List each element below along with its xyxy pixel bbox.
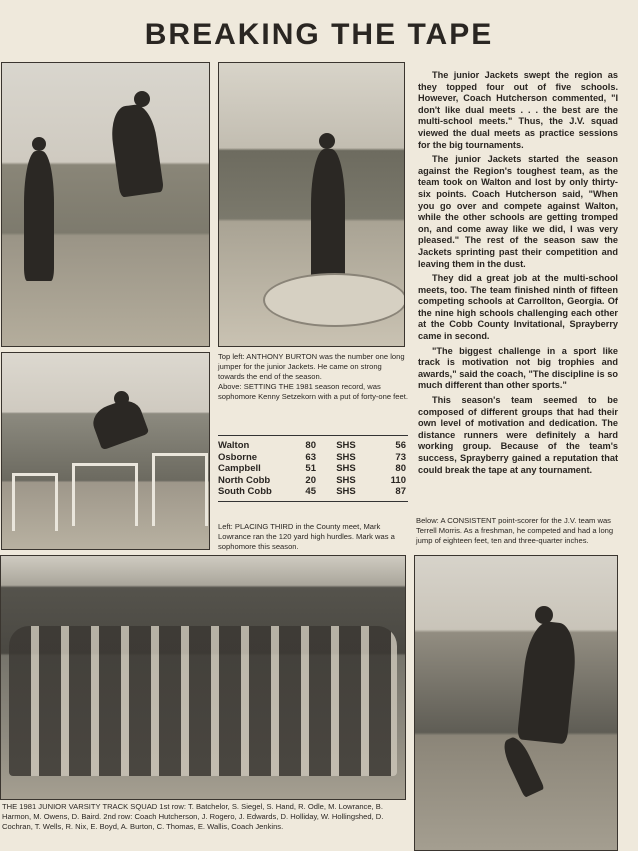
long-jumper-photo [1, 62, 210, 347]
article-body [418, 70, 618, 479]
score-row: Campbell 51 SHS 80 [218, 463, 406, 474]
article-paragraph: This season's team seemed to be composed of different groups that had their own level of motivation and dedication. The distance runners were definitely a hard working group. Because of the team's success, Sprayberry gained a reputation that could break the tape at any tournament. [418, 395, 618, 475]
score-row: Walton 80 SHS 56 [218, 440, 406, 451]
article-paragraph: They did a great job at the multi-school meets, too. The team finished ninth of fifteen competing schools at Carrollton, Georgia. Of the nine high schools challenging each other at the Cobb County Invitational, Sprayberry came in second. [418, 273, 618, 342]
article-paragraph: "The biggest challenge in a sport like track is motivation not big trophies and awards," said the coach, "The discipline is so much different than other sports." [418, 345, 618, 391]
hurdles-photo [1, 352, 210, 550]
top-photos-caption: Top left: ANTHONY BURTON was the number one long jumper for the junior Jackets. He came on strong towards the end of the season. Above: SETTING THE 1981 season record, was sophomore Kenny Setzekorn with a put of forty-one feet. [218, 352, 408, 401]
score-row: North Cobb 20 SHS 110 [218, 474, 406, 486]
triple-jump-photo [414, 555, 618, 851]
squad-caption: THE 1981 JUNIOR VARSITY TRACK SQUAD 1st row: T. Batchelor, S. Siegel, S. Hand, R. Odle, M. Lowrance, B. Harmon, M. Owens, D. Baird. 2nd row: Coach Hutcherson, J. Rogero, J. Edwards, D. Holliday, W. Hollingshed, D. Cochran, T. Wells, R. Nix, E. Boyd, A. Burton, C. Thomas, E. Wallis, Coach Jenkins. [2, 802, 384, 831]
page-title: BREAKING THE TAPE [144, 18, 494, 51]
long-jump-caption: Below: A CONSISTENT point-scorer for the J.V. team was Terrell Morris. As a freshman, he competed and had a long jump of eighteen feet, ten and three-quarter inches. [416, 516, 614, 545]
shot-put-photo [218, 62, 405, 347]
article-paragraph: The junior Jackets swept the region as they topped four out of five schools. However, Coach Hutcherson commented, "I don't like dual meets . . . the best are the multi-school meets." Thus, the J.V. squad viewed the dual meets as practice sessions for the big tournaments. [418, 70, 618, 150]
team-squad-photo [0, 555, 406, 800]
article-paragraph: The junior Jackets started the season against the Region's toughest team, as the team took on Walton and lost by only thirty-six points. Coach Hutcherson said, "When you go over and compete against Walton, while the other schools are getting tromped on, and come away like we did, I was very pleased." The rest of the season saw the Jackets sprinting past their competition and leaving them in the dust. [418, 154, 618, 269]
score-row: South Cobb 45 SHS 87 [218, 486, 406, 497]
hurdles-caption: Left: PLACING THIRD in the County meet, Mark Lowrance ran the 120 yard high hurdles. Mark was a sophomore this season. [218, 522, 395, 551]
score-table [218, 435, 408, 502]
score-row: Osborne 63 SHS 73 [218, 451, 406, 463]
